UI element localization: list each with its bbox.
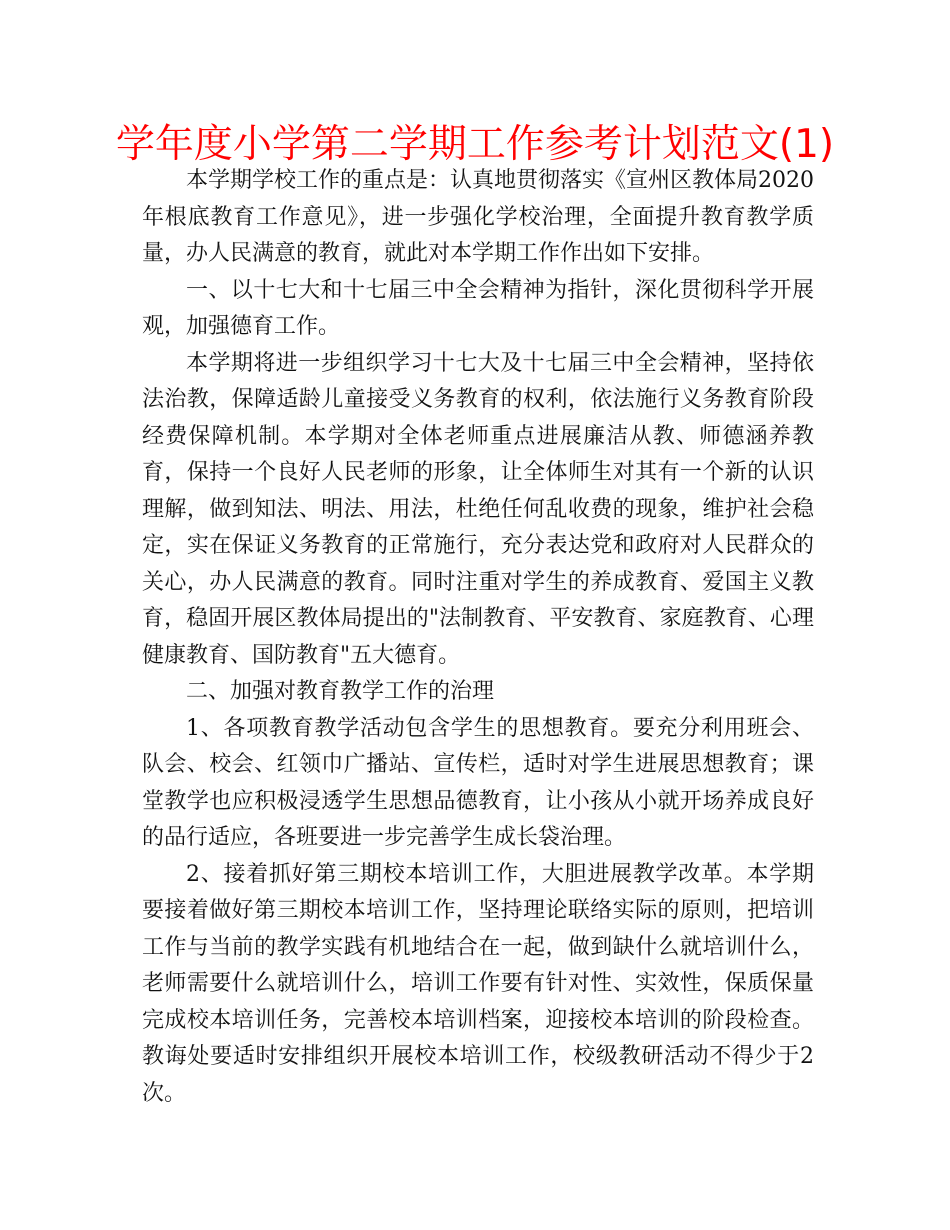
paragraph-section-1-body: 本学期将进一步组织学习十七大及十七届三中全会精神，坚持依法治教，保障适龄儿童接受义务教育的权利，依法施行义务教育阶段经费保障机制。本学期对全体老师重点进展廉洁从教、师德涵养教育，保持一个良好人民老师的形象，让全体师生对其有一个新的认识理解，做到知法、明法、用法，杜绝任何乱收费的现象，维护社会稳定，实在保证义务教育的正常施行，充分表达党和政府对人民群众的关心，办人民满意的教育。同时注重对学生的养成教育、爱国主义教育，稳固开展区教体局提出的"法制教育、平安教育、家庭教育、心理健康教育、国防教育"五大德育。: [142, 350, 814, 668]
document-title: 学年度小学第二学期工作参考计划范文(1): [115, 122, 835, 167]
paragraph-section-1-heading: 一、以十七大和十七届三中全会精神为指针，深化贯彻科学开展观，加强德育工作。: [142, 277, 814, 339]
paragraph-item-1: 1、各项教育教学活动包含学生的思想教育。要充分利用班会、队会、校会、红领巾广播站、宣传栏，适时对学生进展思想教育；课堂教学也应积极浸透学生思想品德教育，让小孩从小就开场养成良好的品行适应，各班要进一步完善学生成长袋治理。: [142, 715, 814, 850]
document-body: [142, 163, 814, 1112]
paragraph-item-2: 2、接着抓好第三期校本培训工作，大胆进展教学改革。本学期要接着做好第三期校本培训工作，坚持理论联络实际的原则，把培训工作与当前的教学实践有机地结合在一起，做到缺什么就培训什么，老师需要什么就培训什么，培训工作要有针对性、实效性，保质保量完成校本培训任务，完善校本培训档案，迎接校本培训的阶段检查。教诲处要适时安排组织开展校本培训工作，校级教研活动不得少于2次。: [142, 861, 814, 1106]
paragraph-section-2-heading: 二、加强对教育教学工作的治理: [186, 679, 495, 704]
paragraph-intro: 本学期学校工作的重点是：认真地贯彻落实《宣州区教体局2020年根底教育工作意见》，进一步强化学校治理，全面提升教育教学质量，办人民满意的教育，就此对本学期工作作出如下安排。: [142, 168, 814, 266]
